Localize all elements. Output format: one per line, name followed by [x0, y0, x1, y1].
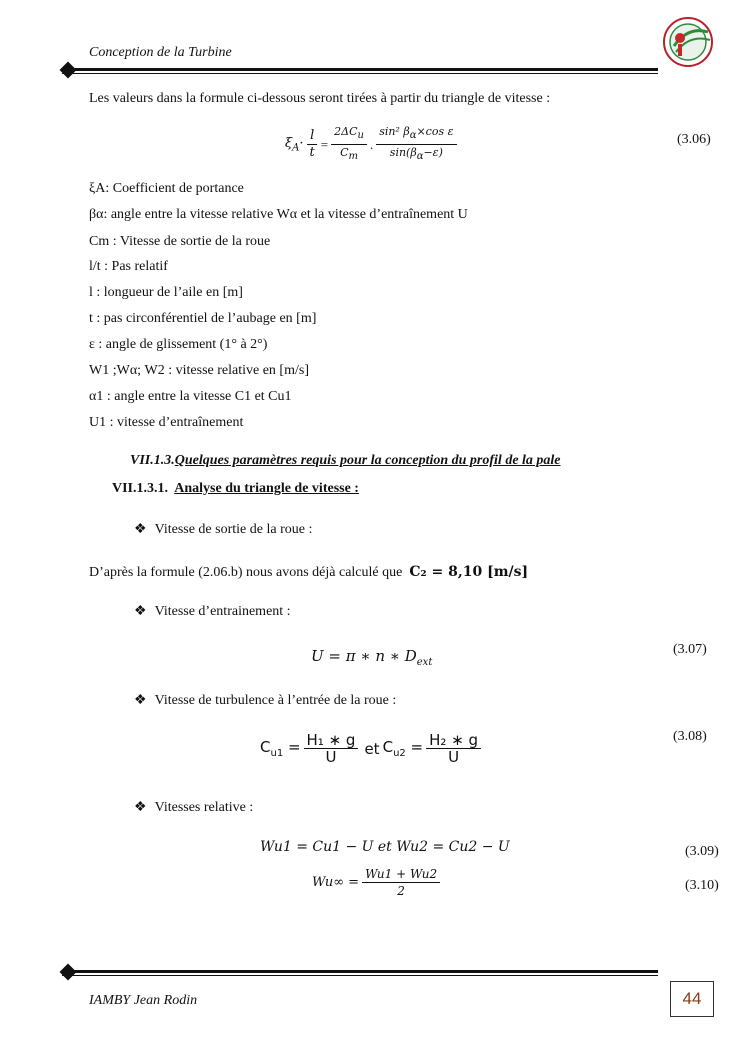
- bullet-vitesse-entrainement: ❖ Vitesse d’entrainement :: [134, 604, 291, 619]
- header-title: Conception de la Turbine: [89, 45, 232, 60]
- bullet-diamond-icon: ❖: [134, 800, 147, 815]
- equation-3-07: U = π ∗ n ∗ $D_{ext}$: [311, 647, 433, 668]
- footer-rule-thin: [62, 975, 658, 976]
- definition-2: βα: angle entre la vitesse relative Wα et la vitesse d’entraînement U: [89, 207, 468, 222]
- bullet-diamond-icon: ❖: [134, 522, 147, 537]
- equation-number-3-08: (3.08): [673, 729, 707, 744]
- definition-5: l : longueur de l’aile en [m]: [89, 285, 243, 300]
- page-number-box: [670, 981, 714, 1017]
- header-rule: [62, 68, 658, 71]
- equation-3-10: Wu∞ = $\frac{Wu1 + Wu2}{2}$: [312, 866, 443, 899]
- bullet-vitesse-turbulence: ❖ Vitesse de turbulence à l’entrée de la roue :: [134, 693, 397, 708]
- bullet-vitesse-sortie: ❖ Vitesse de sortie de la roue :: [134, 522, 313, 537]
- header-diamond: [60, 62, 77, 79]
- header-rule-thin: [62, 73, 658, 74]
- bullet-diamond-icon: ❖: [134, 693, 147, 708]
- definition-10: U1 : vitesse d’entraînement: [89, 415, 244, 430]
- subsection-heading: VII.1.3.1. Analyse du triangle de vitesse :: [112, 481, 359, 496]
- footer-author: IAMBY Jean Rodin: [89, 993, 198, 1008]
- university-logo-icon: [660, 16, 720, 68]
- definition-6: t : pas circonférentiel de l’aubage en [m]: [89, 311, 317, 326]
- definition-8: W1 ;Wα; W2 : vitesse relative en [m/s]: [89, 363, 309, 378]
- section-heading: VII.1.3.Quelques paramètres requis pour la conception du profil de la pale: [130, 453, 561, 468]
- bullet-diamond-icon: ❖: [134, 604, 147, 619]
- equation-number-3-10: (3.10): [685, 878, 719, 893]
- footer-diamond: [60, 964, 77, 981]
- definition-7: ε : angle de glissement (1° à 2°): [89, 337, 268, 352]
- bullet-vitesses-relative: ❖ Vitesses relative :: [134, 800, 254, 815]
- c2-sentence: D’après la formule (2.06.b) nous avons déjà calculé que C₂ = 8,10 [m/s]: [89, 564, 529, 580]
- footer-rule: [62, 970, 658, 973]
- intro-text: Les valeurs dans la formule ci-dessous seront tirées à partir du triangle de vitesse :: [89, 91, 551, 106]
- definition-1: ξA: Coefficient de portance: [89, 181, 244, 196]
- definition-3: Cm : Vitesse de sortie de la roue: [89, 234, 271, 249]
- equation-3-09: Wu1 = Cu1 − U et Wu2 = Cu2 − U: [260, 839, 510, 855]
- definition-4: l/t : Pas relatif: [89, 259, 168, 274]
- definition-9: α1 : angle entre la vitesse C1 et Cu1: [89, 389, 292, 404]
- equation-number-3-06: (3.06): [677, 132, 711, 147]
- equation-number-3-07: (3.07): [673, 642, 707, 657]
- equation-3-06: $\xi_A\cdot$ $\frac{l}{t}$ = $\frac{2\Delta C_u}{C_m}$ . $\frac{\sin^2 \beta_\alpha\times\cos \varepsilon}{\sin(\beta_\alpha-\varepsilon)}$: [285, 124, 460, 165]
- equation-3-08: $C_{u1}$ = $\frac{\text{H₁ ∗ g}}{U}$ et $C_{u2}$ = $\frac{\text{H₂ ∗ g}}{U}$: [260, 732, 484, 765]
- page-number: 44: [682, 989, 702, 1008]
- equation-number-3-09: (3.09): [685, 844, 719, 859]
